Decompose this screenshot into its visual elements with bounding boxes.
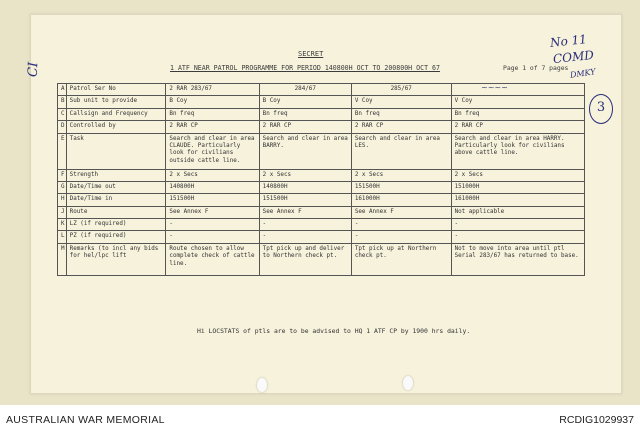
row-letter: C bbox=[58, 108, 67, 120]
row-letter: K bbox=[58, 219, 67, 231]
row-label: Strength bbox=[66, 169, 166, 181]
punch-hole bbox=[257, 378, 267, 392]
table-cell: 2 x Secs bbox=[166, 169, 259, 181]
table-cell: 161000H bbox=[451, 194, 584, 206]
row-letter: A bbox=[58, 84, 67, 96]
table-cell: Bn freq bbox=[259, 108, 351, 120]
institution-name: AUSTRALIAN WAR MEMORIAL bbox=[6, 414, 165, 426]
table-cell: Tpt pick up and deliver to Northern check pt. bbox=[259, 243, 351, 275]
row-letter: L bbox=[58, 231, 67, 243]
table-row bbox=[58, 243, 585, 275]
table-row bbox=[58, 231, 585, 243]
row-label: Route bbox=[66, 206, 166, 218]
row-letter: H bbox=[58, 194, 67, 206]
table-row bbox=[58, 169, 585, 181]
table-cell: See Annex F bbox=[351, 206, 451, 218]
margin-handwriting: CI bbox=[25, 61, 42, 78]
table-cell: Search and clear in area CLAUDE. Particularly look for civilians outside cattle line. bbox=[166, 133, 259, 169]
table-cell: 2 RAR CP bbox=[351, 121, 451, 133]
row-label: Callsign and Frequency bbox=[66, 108, 166, 120]
row-label: Task bbox=[66, 133, 166, 169]
table-cell: B Coy bbox=[259, 96, 351, 108]
table-cell: 2 RAR CP bbox=[451, 121, 584, 133]
handwritten-circled-number: 3 bbox=[589, 94, 613, 124]
table-cell: Route chosen to allow complete check of cattle line. bbox=[166, 243, 259, 275]
classification-heading: SECRET bbox=[298, 50, 324, 58]
row-label: Date/Time out bbox=[66, 181, 166, 193]
table-cell: - bbox=[351, 219, 451, 231]
footnote: Hi LOCSTATS of ptls are to be advised to HQ 1 ATF CP by 1900 hrs daily. bbox=[197, 327, 471, 335]
table-cell: 2 RAR 283/67 bbox=[166, 84, 259, 96]
document-title: 1 ATF NEAR PATROL PROGRAMME FOR PERIOD 140800H OCT TO 200800H OCT 67 bbox=[170, 64, 440, 72]
table-row bbox=[58, 84, 585, 96]
row-label: Sub unit to provide bbox=[66, 96, 166, 108]
row-letter: G bbox=[58, 181, 67, 193]
table-cell: 2 x Secs bbox=[351, 169, 451, 181]
table-cell: 2 x Secs bbox=[259, 169, 351, 181]
table-cell: Bn freq bbox=[351, 108, 451, 120]
row-letter: D bbox=[58, 121, 67, 133]
table-cell: - bbox=[166, 231, 259, 243]
table-cell: 284/67 bbox=[259, 84, 351, 96]
table-cell: 151500H bbox=[351, 181, 451, 193]
table-row bbox=[58, 194, 585, 206]
handwritten-dmky: DMKY bbox=[569, 67, 597, 80]
table-row bbox=[58, 133, 585, 169]
table-cell: Search and clear in area HARRY. Particularly look for civilians above cattle line. bbox=[451, 133, 584, 169]
table-cell: 2 x Secs bbox=[451, 169, 584, 181]
archive-footer bbox=[0, 412, 640, 430]
table-cell: V Coy bbox=[351, 96, 451, 108]
table-cell: 140800H bbox=[259, 181, 351, 193]
table-cell: Not to move into area until ptl Serial 283/67 has returned to base. bbox=[451, 243, 584, 275]
table-cell: Bn freq bbox=[166, 108, 259, 120]
table-cell: - bbox=[166, 219, 259, 231]
table-cell: 151000H bbox=[451, 181, 584, 193]
table-cell bbox=[451, 84, 584, 96]
table-cell: 151500H bbox=[259, 194, 351, 206]
row-letter: E bbox=[58, 133, 67, 169]
page-number: Page 1 of 7 pages bbox=[503, 64, 569, 72]
handwritten-comd: COMD bbox=[552, 47, 595, 67]
table-cell: 2 RAR CP bbox=[166, 121, 259, 133]
table-cell: - bbox=[451, 219, 584, 231]
row-label: PZ (if required) bbox=[66, 231, 166, 243]
table-row bbox=[58, 181, 585, 193]
table-row bbox=[58, 219, 585, 231]
row-letter: F bbox=[58, 169, 67, 181]
table-cell: - bbox=[351, 231, 451, 243]
row-label: Remarks (to incl any bids for hel/lpc lift bbox=[66, 243, 166, 275]
table-cell: - bbox=[259, 231, 351, 243]
table-row bbox=[58, 96, 585, 108]
table-cell: 151500H bbox=[166, 194, 259, 206]
row-label: LZ (if required) bbox=[66, 219, 166, 231]
record-reference: RCDIG1029937 bbox=[559, 414, 634, 426]
table-cell: - bbox=[451, 231, 584, 243]
row-label: Patrol Ser No bbox=[66, 84, 166, 96]
row-letter: J bbox=[58, 206, 67, 218]
table-cell: 285/67 bbox=[351, 84, 451, 96]
table-cell: - bbox=[259, 219, 351, 231]
handwritten-number: No 11 bbox=[549, 32, 588, 50]
table-cell: Tpt pick up at Northern check pt. bbox=[351, 243, 451, 275]
table-cell: Not applicable bbox=[451, 206, 584, 218]
row-letter: M bbox=[58, 243, 67, 275]
table-cell: V Coy bbox=[451, 96, 584, 108]
table-row bbox=[58, 121, 585, 133]
table-row bbox=[58, 108, 585, 120]
table-cell: See Annex F bbox=[166, 206, 259, 218]
patrol-programme-table bbox=[57, 83, 585, 276]
table-row bbox=[58, 206, 585, 218]
table-cell: See Annex F bbox=[259, 206, 351, 218]
table-cell: Search and clear in area LES. bbox=[351, 133, 451, 169]
table-cell: 161000H bbox=[351, 194, 451, 206]
table-cell: Bn freq bbox=[451, 108, 584, 120]
row-label: Controlled by bbox=[66, 121, 166, 133]
table-cell: B Coy bbox=[166, 96, 259, 108]
table-cell: Search and clear in area BARRY. bbox=[259, 133, 351, 169]
table-cell: 140800H bbox=[166, 181, 259, 193]
struck-out-marks: ~~~~ bbox=[481, 83, 508, 92]
punch-hole bbox=[403, 376, 413, 390]
row-label: Date/Time in bbox=[66, 194, 166, 206]
row-letter: B bbox=[58, 96, 67, 108]
table-cell: 2 RAR CP bbox=[259, 121, 351, 133]
